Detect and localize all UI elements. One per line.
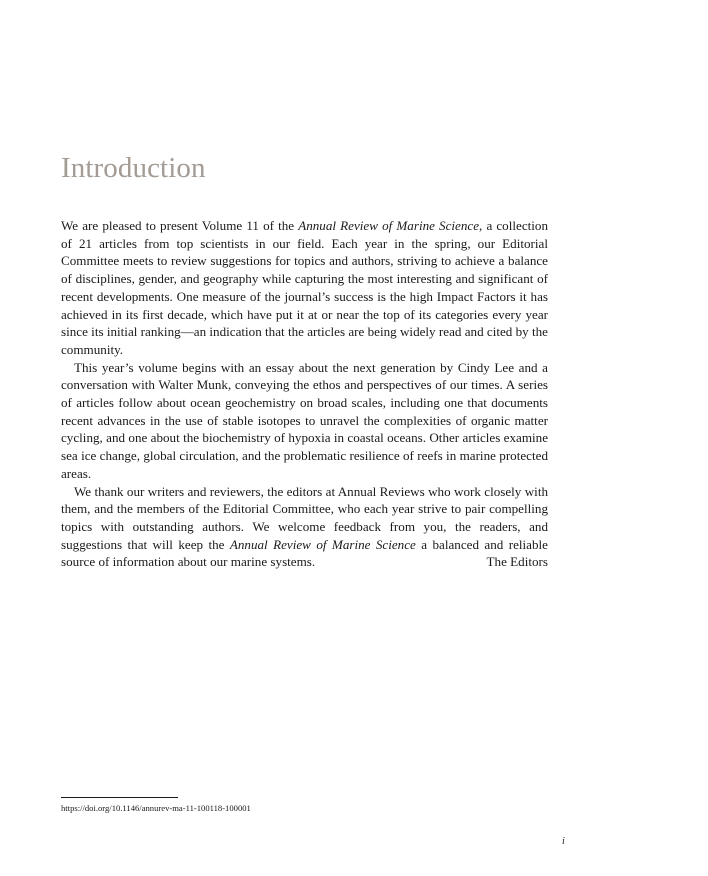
paragraph-1 (61, 217, 548, 359)
paragraph-3-text-start: We thank our writers and reviewers, the editors at Annual Reviews who work closely with them, and the members of the Editorial Committee, who each year strive to pair compelling topics with outstanding authors. We welcome feedback from you, the readers, and suggestions that will keep the (61, 483, 548, 552)
journal-title-italic: Annual Review of Marine Science (298, 218, 480, 233)
doi-link[interactable]: https://doi.org/10.1146/annurev-ma-11-100118-100001 (61, 803, 251, 813)
paragraph-2: This year’s volume begins with an essay about the next generation by Cindy Lee and a conversation with Walter Munk, conveying the ethos and perspectives of our times. A series of articles follow about ocean geochemistry on broad scales, including one that documents recent advances in the use of stable isotopes to unravel the complexities of organic matter cycling, and one about the biochemistry of hypoxia in coastal oceans. Other articles examine sea ice change, global circulation, and the problematic resilience of reefs in marine protected areas. (61, 359, 548, 481)
introduction-body (61, 217, 548, 571)
paragraph-1-text-start: We are pleased to present Volume 11 of the (61, 218, 299, 233)
paragraph-1-text-end: , a collection of 21 articles from top scientists in our field. Each year in the spring, our Editorial Committee meets to review suggestions for topics and authors, striving to achieve a balance of disciplines, gender, and geography while capturing the most interesting and significant of recent developments. One measure of the journal’s success is the high Impact Factors it has achieved in its first decade, which have put it at or near the top of its categories every year since its initial ranking—an indication that the articles are being widely read and cited by the community. (61, 218, 548, 357)
journal-title-italic: Annual Review of Marine Science (229, 536, 416, 552)
page-title: Introduction (61, 152, 206, 184)
signature: The Editors (486, 554, 548, 569)
footnote-divider (61, 797, 178, 798)
paragraph-3-text-end: a balanced and reliable source of information about our marine systems. (61, 536, 548, 570)
page-number: i (562, 836, 565, 847)
